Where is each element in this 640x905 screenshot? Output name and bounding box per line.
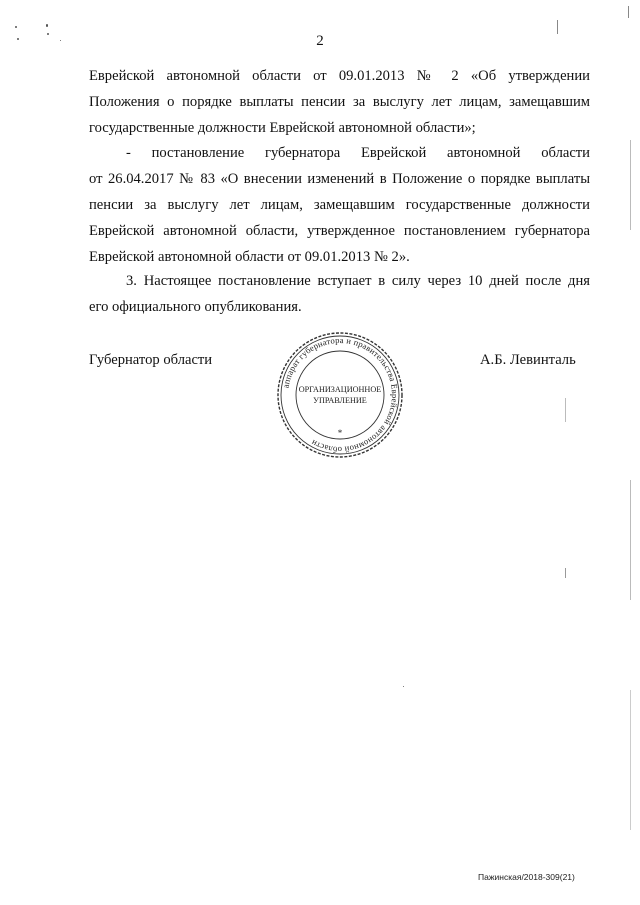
text-line: Еврейской автономной области от 09.01.2013 № 2». (89, 249, 410, 265)
seal-ring-text: аппарат губернатора и правительства Еврейской автономной области (280, 334, 401, 456)
scan-speck (60, 40, 61, 41)
scan-speck (46, 24, 48, 27)
scan-edge-line (628, 6, 629, 18)
scan-edge-line (557, 20, 558, 34)
official-seal (275, 331, 405, 459)
scan-edge-line (565, 568, 566, 578)
text-line: Еврейской автономной области, утвержденное постановлением губернатора (89, 223, 590, 239)
text-line: - постановление губернатора Еврейской автономной области (126, 145, 590, 161)
document-code: Пажинская/2018-309(21) (478, 872, 575, 882)
text-line: пенсии за выслугу лет лицам, замещавшим государственные должности (89, 197, 590, 213)
text-line: его официального опубликования. (89, 299, 302, 315)
scan-speck (15, 26, 17, 28)
paragraph-continuation (89, 63, 590, 141)
scan-edge-line (630, 690, 631, 830)
signature-title: Губернатор области (89, 352, 213, 368)
text-line: от 26.04.2017 № 83 «О внесении изменений в Положение о порядке выплаты (89, 171, 590, 187)
scan-edge-line (565, 398, 566, 422)
text-line: государственные должности Еврейской автономной области»; (89, 120, 476, 136)
seal-center-text-1: ОРГАНИЗАЦИОННОЕ (298, 385, 382, 394)
text-line: Положения о порядке выплаты пенсии за выслугу лет лицам, замещавшим (89, 94, 590, 110)
paragraph-resolution-item (89, 140, 590, 270)
scan-speck (47, 33, 49, 35)
scan-edge-line (630, 140, 631, 230)
text-line: 3. Настоящее постановление вступает в силу через 10 дней после дня (126, 273, 590, 289)
page-number: 2 (316, 33, 324, 49)
seal-star-icon: * (337, 428, 343, 438)
seal-center-text-2: УПРАВЛЕНИЕ (313, 396, 367, 405)
scan-speck (17, 38, 19, 40)
scan-speck (403, 686, 404, 687)
signature-name: А.Б. Левинталь (480, 352, 576, 368)
paragraph-effective-date (89, 268, 590, 320)
scan-edge-line (630, 480, 631, 600)
text-line: Еврейской автономной области от 09.01.2013 № 2 «Об утверждении (89, 68, 590, 84)
